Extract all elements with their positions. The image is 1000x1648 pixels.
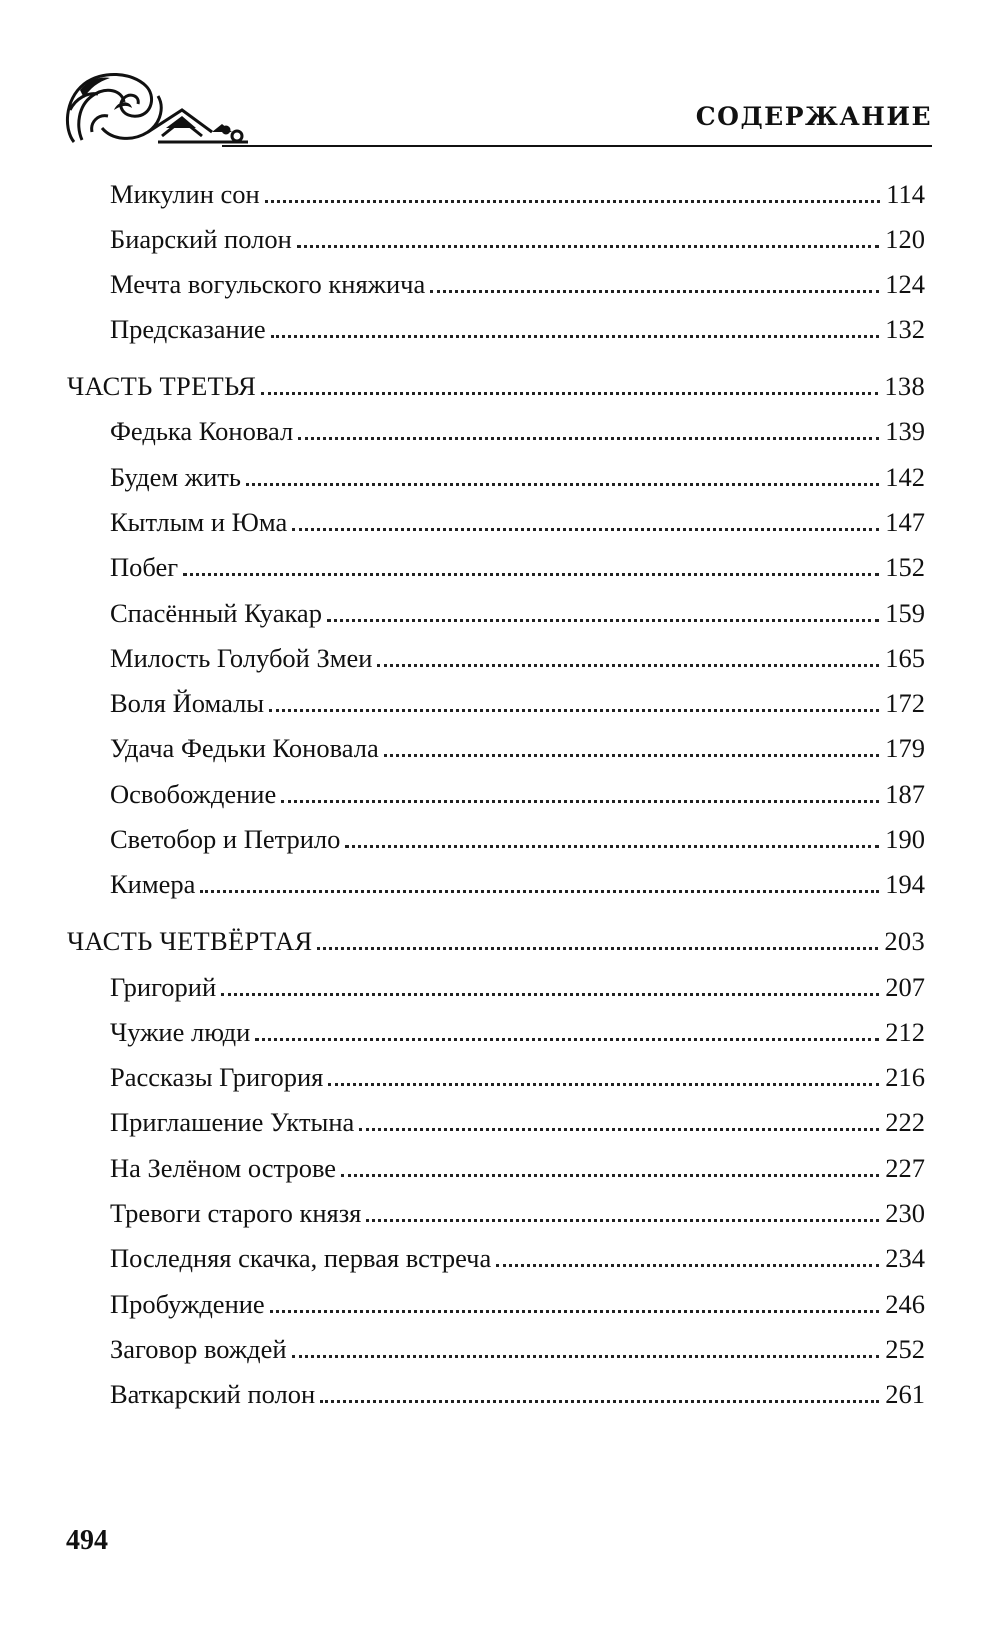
toc-dot-leader (297, 245, 879, 248)
toc-entry-page: 203 (884, 926, 925, 956)
toc-entry-title: Биарский полон (110, 224, 292, 254)
toc-entry-page: 159 (885, 598, 925, 628)
toc-entry-title: Заговор вождей (110, 1334, 287, 1364)
toc-chapter-entry (110, 178, 925, 210)
toc-dot-leader (359, 1128, 879, 1131)
toc-dot-leader (320, 1400, 879, 1403)
toc-entry-page: 212 (885, 1017, 925, 1047)
toc-chapter-entry (110, 642, 925, 674)
toc-chapter-entry (110, 687, 925, 719)
toc-chapter-entry (110, 1152, 925, 1184)
toc-chapter-entry (110, 868, 925, 900)
toc-dot-leader (200, 890, 879, 893)
header-rule (222, 145, 932, 147)
toc-entry-title: Побег (110, 552, 179, 582)
toc-entry-page: 222 (885, 1107, 925, 1137)
toc-chapter-entry (110, 223, 925, 255)
toc-entry-title: Удача Федьки Коновала (110, 733, 379, 763)
page-title: СОДЕРЖАНИЕ (695, 102, 932, 131)
toc-entry-title: Ваткарский полон (110, 1379, 316, 1409)
toc-dot-leader (183, 573, 879, 576)
toc-entry-title: Спасённый Куакар (110, 598, 322, 628)
toc-chapter-entry (110, 268, 925, 300)
toc-chapter-entry (110, 551, 925, 583)
toc-entry-page: 120 (885, 224, 925, 254)
toc-dot-leader (341, 1174, 879, 1177)
toc-chapter-entry (110, 1106, 925, 1138)
toc-entry-title: Милость Голубой Змеи (110, 643, 373, 673)
toc-entry-title: Кимера (110, 869, 196, 899)
toc-chapter-entry (110, 1333, 925, 1365)
toc-entry-page: 179 (885, 733, 925, 763)
page-number: 494 (66, 1525, 108, 1556)
toc-dot-leader (270, 1310, 880, 1313)
toc-chapter-entry (110, 732, 925, 764)
toc-chapter-entry (110, 971, 925, 1003)
toc-entry-page: 261 (885, 1379, 925, 1409)
toc-entry-page: 216 (885, 1062, 925, 1092)
toc-entry-title: Освобождение (110, 779, 277, 809)
toc-entry-page: 139 (885, 416, 925, 446)
toc-entry-page: 187 (885, 779, 925, 809)
toc-entry-page: 172 (885, 688, 925, 718)
toc-dot-leader (265, 200, 880, 203)
toc-entry-page: 165 (885, 643, 925, 673)
toc-entry-title: Светобор и Петрило (110, 824, 341, 854)
toc-dot-leader (292, 528, 879, 531)
toc-dot-leader (328, 1083, 879, 1086)
toc-entry-title: Рассказы Григория (110, 1062, 324, 1092)
toc-part-entry (67, 925, 925, 957)
toc-chapter-entry (110, 1242, 925, 1274)
toc-entry-page: 138 (884, 371, 925, 401)
toc-entry-page: 207 (885, 972, 925, 1002)
toc-dot-leader (377, 664, 879, 667)
toc-entry-page: 147 (885, 507, 925, 537)
toc-chapter-entry (110, 313, 925, 345)
toc-dot-leader (261, 392, 878, 395)
toc-entry-title: Мечта вогульского княжича (110, 269, 426, 299)
toc-entry-page: 114 (886, 179, 925, 209)
toc-entry-title: Воля Йомалы (110, 688, 265, 718)
toc-entry-title: Предсказание (110, 314, 266, 344)
toc-dot-leader (384, 754, 880, 757)
toc-dot-leader (317, 947, 878, 950)
toc-entry-title: Последняя скачка, первая встреча (110, 1243, 492, 1273)
toc-chapter-entry (110, 1378, 925, 1410)
toc-chapter-entry (110, 415, 925, 447)
toc-entry-page: 124 (885, 269, 925, 299)
toc-entry-title: Чужие люди (110, 1017, 251, 1047)
toc-chapter-entry (110, 1197, 925, 1229)
toc-dot-leader (298, 437, 879, 440)
toc-entry-page: 246 (885, 1289, 925, 1319)
toc-dot-leader (246, 483, 879, 486)
toc-chapter-entry (110, 823, 925, 855)
toc-entry-title: На Зелёном острове (110, 1153, 337, 1183)
celtic-knot-ornament-icon (62, 70, 252, 150)
toc-dot-leader (327, 619, 879, 622)
toc-entry-page: 190 (885, 824, 925, 854)
toc-entry-title: Григорий (110, 972, 217, 1002)
toc-dot-leader (496, 1264, 879, 1267)
toc-entry-page: 252 (885, 1334, 925, 1364)
toc-entry-title: ЧАСТЬ ЧЕТВЁРТАЯ (67, 926, 313, 956)
toc-dot-leader (281, 800, 879, 803)
toc-entry-title: ЧАСТЬ ТРЕТЬЯ (67, 371, 257, 401)
toc-entry-title: Приглашение Уктына (110, 1107, 355, 1137)
toc-dot-leader (430, 290, 879, 293)
toc-dot-leader (345, 845, 879, 848)
toc-dot-leader (255, 1038, 879, 1041)
toc-entry-page: 132 (885, 314, 925, 344)
toc-entry-page: 227 (885, 1153, 925, 1183)
toc-dot-leader (269, 709, 879, 712)
toc-entry-page: 194 (885, 869, 925, 899)
toc-chapter-entry (110, 506, 925, 538)
page-header (62, 70, 932, 165)
toc-entry-title: Федька Коновал (110, 416, 294, 446)
toc-entry-page: 234 (885, 1243, 925, 1273)
toc-chapter-entry (110, 1061, 925, 1093)
toc-dot-leader (271, 335, 880, 338)
toc-entry-title: Тревоги старого князя (110, 1198, 362, 1228)
toc-part-entry (67, 370, 925, 402)
toc-chapter-entry (110, 1016, 925, 1048)
toc-chapter-entry (110, 778, 925, 810)
toc-entry-title: Пробуждение (110, 1289, 265, 1319)
toc-dot-leader (221, 993, 879, 996)
toc-dot-leader (366, 1219, 879, 1222)
toc-entry-page: 152 (885, 552, 925, 582)
toc-entry-title: Микулин сон (110, 179, 260, 209)
toc-dot-leader (292, 1355, 880, 1358)
toc-chapter-entry (110, 597, 925, 629)
toc-chapter-entry (110, 1288, 925, 1320)
toc-chapter-entry (110, 461, 925, 493)
toc-entry-title: Кытлым и Юма (110, 507, 288, 537)
toc-entry-page: 230 (885, 1198, 925, 1228)
toc-entry-title: Будем жить (110, 462, 241, 492)
toc-entry-page: 142 (885, 462, 925, 492)
